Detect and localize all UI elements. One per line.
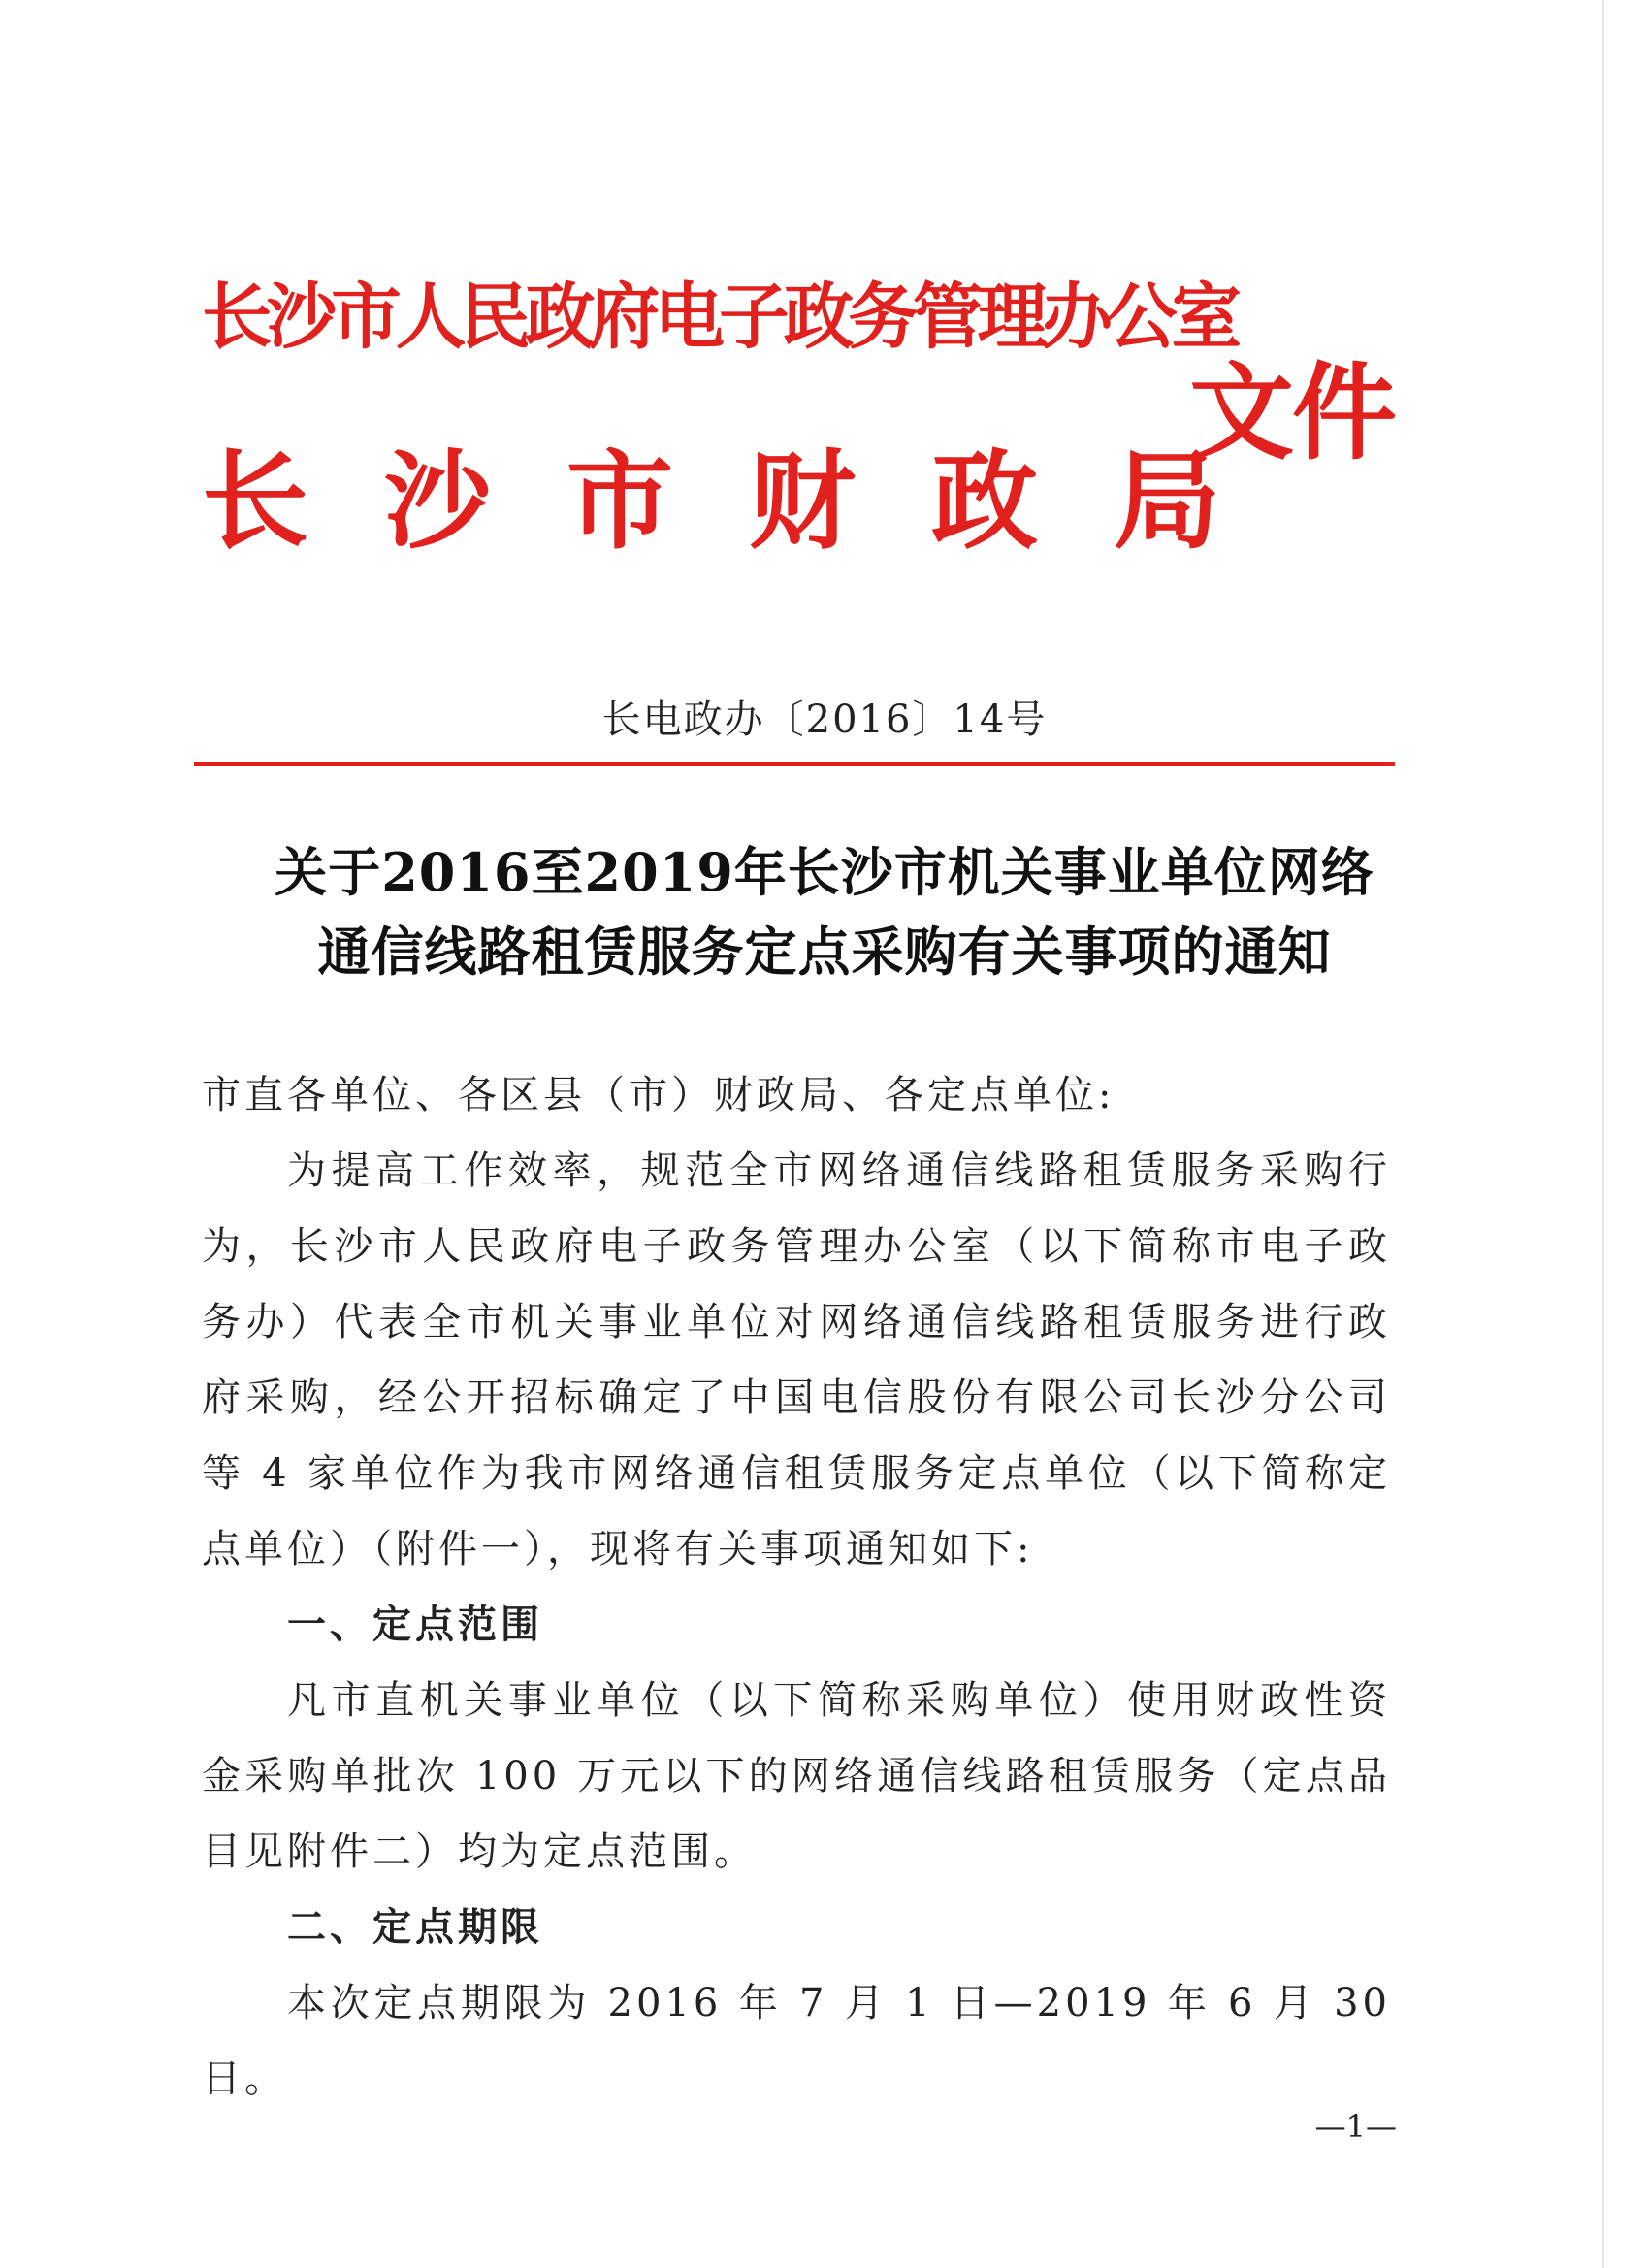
document-number: 长电政办〔2016〕14号 xyxy=(601,697,1048,742)
section-text-scope: 凡市直机关事业单位（以下简称采购单位）使用财政性资金采购单批次 100 万元以下的网络通信线路租赁服务（定点品目见附件二）均为定点范围。 xyxy=(202,1678,1391,1874)
title-line-1: 关于2016至2019年长沙市机关事业单位网络 xyxy=(275,841,1374,903)
scan-edge-line xyxy=(1602,0,1604,2268)
section-text-period: 本次定点期限为 2016 年 7 月 1 日—2019 年 6 月 30 日。 xyxy=(202,1981,1391,2101)
section-heading-period: 二、定点期限 xyxy=(287,1905,543,1950)
issuer-name-finance-bureau: 长沙市财政局 xyxy=(202,439,1296,564)
document-word: 文件 xyxy=(1189,353,1396,474)
section-heading-scope: 一、定点范围 xyxy=(287,1603,543,1647)
document-body xyxy=(202,1057,1391,2117)
intro-paragraph: 为提高工作效率，规范全市网络通信线路租赁服务采购行为，长沙市人民政府电子政务管理办公室（以下简称市电子政务办）代表全市机关事业单位对网络通信线路租赁服务进行政府采购，经公开招标确定了中国电信股份有限公司长沙分公司等 4 家单位作为我市网络通信租赁服务定点单位（以下简称定点单位）（附件一），现将有关事项通知如下: xyxy=(202,1149,1391,1571)
red-divider-line xyxy=(194,762,1395,766)
issuer-name-e-government-office: 长沙市人民政府电子政务管理办公室 xyxy=(202,275,1237,359)
page-number: —1— xyxy=(1314,2108,1397,2145)
addressee: 市直各单位、各区县（市）财政局、各定点单位: xyxy=(202,1073,1116,1118)
title-line-2: 通信线路租赁服务定点采购有关事项的通知 xyxy=(317,921,1332,983)
document-title xyxy=(146,832,1504,991)
